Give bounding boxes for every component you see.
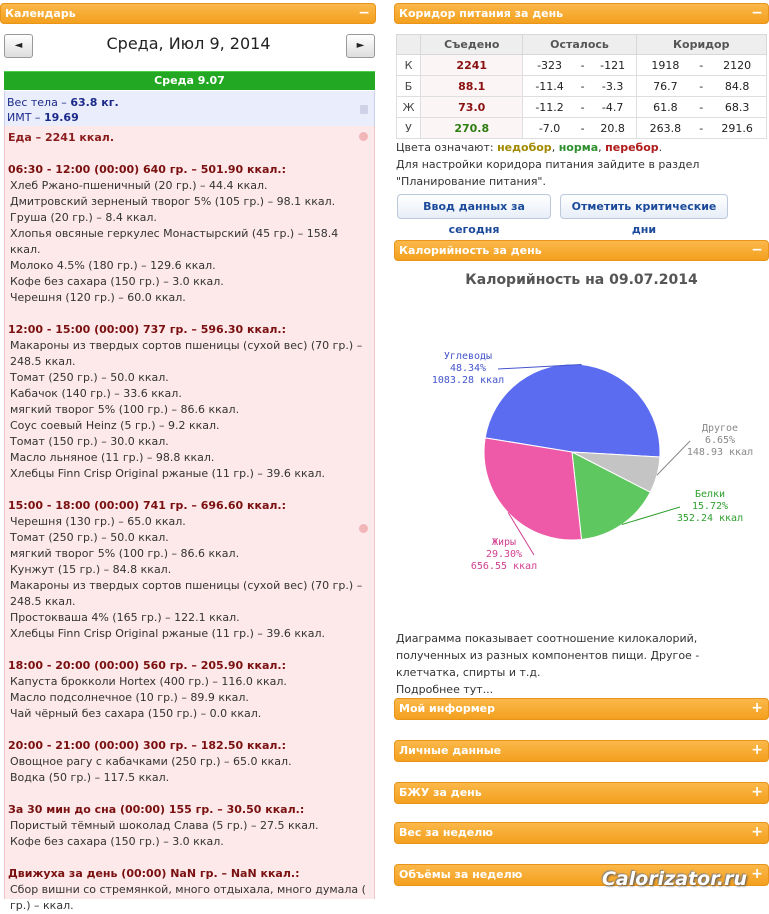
pie-slice-3[interactable] <box>484 438 582 540</box>
column-header: Осталось <box>523 35 636 55</box>
food-item[interactable]: Капуста брокколи Hortex (400 гр.) – 116.0 ккал. <box>10 675 287 688</box>
legend-prefix: Цвета означают: <box>396 141 498 154</box>
panel-title: БЖУ за день <box>399 786 482 799</box>
food-item[interactable]: Хлеб Ржано-пшеничный (20 гр.) – 44.4 ккал. <box>10 179 268 192</box>
food-diary <box>4 126 375 912</box>
pie-label-name: Белки <box>694 489 726 500</box>
table-cell-left-to: -121 <box>590 55 636 76</box>
corridor-panel-header[interactable] <box>394 3 769 24</box>
bmi-line <box>7 110 372 125</box>
table-cell-corr-to: 291.6 <box>708 118 766 139</box>
pie-label-name: Другое <box>701 423 739 434</box>
expand-toggle-icon[interactable]: + <box>751 866 763 882</box>
table-cell-label: К <box>397 55 421 76</box>
mark-critical-days-button[interactable]: Отметить критические дни <box>560 194 728 219</box>
food-item[interactable]: Хлебцы Finn Crisp Original ржаные (11 гр.) – 39.6 ккал. <box>10 467 325 480</box>
table-cell-label: Б <box>397 76 421 97</box>
corridor-table <box>396 34 767 139</box>
food-item[interactable]: Водка (50 гр.) – 117.5 ккал. <box>10 771 170 784</box>
meal-block <box>8 866 371 914</box>
color-legend <box>396 141 662 154</box>
legend-under: недобор <box>497 141 552 154</box>
current-date: Среда, Июл 9, 2014 <box>106 34 271 53</box>
table-cell-dash: - <box>694 97 708 118</box>
table-header-row <box>397 35 767 55</box>
legend-sep: , <box>551 141 559 154</box>
pie-label-percent: 29.30% <box>485 549 523 560</box>
meal-block <box>8 802 371 850</box>
food-item[interactable]: Макароны из твердых сортов пшеницы (сухой вес) (70 гр.) – 248.5 ккал. <box>10 579 363 608</box>
corridor-panel <box>394 3 769 24</box>
food-item[interactable]: Молоко 4.5% (180 гр.) – 129.6 ккал. <box>10 259 216 272</box>
enter-today-button[interactable]: Ввод данных за сегодня <box>397 194 551 219</box>
table-cell-dash: - <box>694 118 708 139</box>
food-item[interactable]: мягкий творог 5% (100 гр.) – 86.6 ккал. <box>10 547 240 560</box>
collapse-toggle-icon[interactable]: − <box>751 242 763 258</box>
pie-label-percent: 15.72% <box>691 501 729 512</box>
calendar-panel-header[interactable] <box>0 3 376 24</box>
weight-week-panel-header[interactable] <box>394 822 769 844</box>
collapse-toggle-icon[interactable]: − <box>358 5 370 21</box>
table-cell-eaten: 73.0 <box>421 97 523 118</box>
meal-block <box>8 162 371 306</box>
pie-label-kcal: 148.93 ккал <box>686 447 754 458</box>
right-column <box>394 0 769 899</box>
calories-panel <box>394 240 769 261</box>
chart-title: Калорийность на 09.07.2014 <box>465 272 698 288</box>
food-item[interactable]: Томат (250 гр.) – 50.0 ккал. <box>10 371 169 384</box>
food-item[interactable]: Хлебцы Finn Crisp Original ржаные (11 гр.) – 39.6 ккал. <box>10 627 325 640</box>
table-cell-left-from: -7.0 <box>523 118 576 139</box>
column-header: Коридор <box>636 35 766 55</box>
legend-norm: норма <box>558 141 599 154</box>
panel-title: Объёмы за неделю <box>399 868 523 881</box>
pie-leader-line <box>657 441 690 475</box>
day-label-bar[interactable]: Среда 9.07 <box>4 71 375 90</box>
prev-day-button[interactable]: ◄ <box>4 34 33 58</box>
table-cell-dash: - <box>576 118 590 139</box>
food-item[interactable]: Черешня (120 гр.) – 60.0 ккал. <box>10 291 186 304</box>
more-link[interactable]: Подробнее тут... <box>396 683 494 696</box>
table-cell-dash: - <box>694 76 708 97</box>
table-cell-left-to: -4.7 <box>590 97 636 118</box>
bmi-value: 19.69 <box>43 111 79 124</box>
expand-toggle-icon[interactable]: + <box>751 700 763 716</box>
food-item[interactable]: Чай чёрный без сахара (150 гр.) – 0.0 ккал. <box>10 707 262 720</box>
panel-title: Вес за неделю <box>399 826 493 839</box>
table-row <box>397 55 767 76</box>
table-cell-eaten: 2241 <box>421 55 523 76</box>
table-row <box>397 76 767 97</box>
table-cell-left-to: -3.3 <box>590 76 636 97</box>
food-item[interactable]: Соус соевый Heinz (5 гр.) – 9.2 ккал. <box>10 419 220 432</box>
collapse-toggle-icon[interactable]: − <box>751 5 763 21</box>
table-cell-corr-to: 2120 <box>708 55 766 76</box>
food-item[interactable]: Пористый тёмный шоколад Слава (5 гр.) – 27.5 ккал. <box>10 819 319 832</box>
food-item[interactable]: Овощное рагу с кабачками (250 гр.) – 65.0 ккал. <box>10 755 292 768</box>
food-item[interactable]: Кабачок (140 гр.) – 33.6 ккал. <box>10 387 182 400</box>
panel-title: Личные данные <box>399 744 502 757</box>
corridor-info-text: Для настройки коридора питания зайдите в раздел <box>396 158 700 171</box>
pie-label-percent: 48.34% <box>449 363 487 374</box>
weight-label: Вес тела – <box>7 96 71 109</box>
table-row <box>397 97 767 118</box>
table-cell-dash: - <box>576 97 590 118</box>
food-item[interactable]: Сбор вишни со стремянкой, много отдыхала, много думала ( гр.) – ккал. <box>10 883 366 912</box>
pie-label-name: Жиры <box>491 537 517 548</box>
column-header <box>397 35 421 55</box>
left-column <box>0 0 377 912</box>
food-item[interactable]: Масло льняное (11 гр.) – 98.8 ккал. <box>10 451 215 464</box>
food-item[interactable]: Кофе без сахара (150 гр.) – 3.0 ккал. <box>10 835 224 848</box>
legend-sep: , <box>598 141 606 154</box>
food-item[interactable]: Груша (20 гр.) – 8.4 ккал. <box>10 211 157 224</box>
food-item[interactable]: Хлопья овсяные геркулес Монастырский (45 гр.) – 158.4 ккал. <box>10 227 339 256</box>
food-item[interactable]: Макароны из твердых сортов пшеницы (сухой вес) (70 гр.) – 248.5 ккал. <box>10 339 363 368</box>
pie-label-kcal: 656.55 ккал <box>470 561 538 572</box>
meal-block <box>8 738 371 786</box>
food-item[interactable]: Масло подсолнечное (10 гр.) – 89.9 ккал. <box>10 691 249 704</box>
expand-toggle-icon[interactable]: + <box>751 784 763 800</box>
pie-label-name: Углеводы <box>443 351 493 362</box>
table-cell-corr-from: 76.7 <box>636 76 694 97</box>
panel-title: Мой информер <box>399 702 496 715</box>
legend-end: . <box>658 141 663 154</box>
food-item[interactable]: Томат (150 гр.) – 30.0 ккал. <box>10 435 169 448</box>
planning-link-text[interactable]: "Планирование питания". <box>396 175 546 188</box>
weight-week-panel <box>394 822 769 844</box>
edit-food-icon[interactable] <box>359 132 368 141</box>
table-body <box>397 55 767 139</box>
table-row <box>397 118 767 139</box>
my-informer-panel <box>394 698 769 720</box>
table-cell-left-from: -11.2 <box>523 97 576 118</box>
personal-data-panel <box>394 740 769 762</box>
table-cell-label: У <box>397 118 421 139</box>
body-params-box <box>4 91 375 126</box>
table-cell-eaten: 88.1 <box>421 76 523 97</box>
description-text: Диаграмма показывает соотношение килокалорий, полученных из разных компонентов пищи. Другое - клетчатка, спирты и т.д. <box>396 632 700 679</box>
bju-day-panel <box>394 782 769 804</box>
bmi-label: ИМТ – <box>7 111 44 124</box>
table-cell-eaten: 270.8 <box>421 118 523 139</box>
food-item[interactable]: Дмитровский зерненый творог 5% (105 гр.) – 98.1 ккал. <box>10 195 336 208</box>
calendar-title: Календарь <box>5 7 76 20</box>
table-cell-label: Ж <box>397 97 421 118</box>
meal-title[interactable]: 15:00 - 18:00 (00:00) 741 гр. – 696.60 ккал.: <box>8 499 286 512</box>
food-item[interactable]: Черешня (130 гр.) – 65.0 ккал. <box>10 515 186 528</box>
corridor-title: Коридор питания за день <box>399 7 564 20</box>
table-cell-corr-to: 84.8 <box>708 76 766 97</box>
bju-day-panel-header[interactable] <box>394 782 769 804</box>
meal-title[interactable]: 20:00 - 21:00 (00:00) 300 гр. – 182.50 ккал.: <box>8 739 286 752</box>
table-cell-corr-from: 61.8 <box>636 97 694 118</box>
table-cell-left-from: -11.4 <box>523 76 576 97</box>
my-informer-panel-header[interactable] <box>394 698 769 720</box>
food-item[interactable]: мягкий творог 5% (100 гр.) – 86.6 ккал. <box>10 403 240 416</box>
calories-title: Калорийность за день <box>399 244 542 257</box>
table-cell-corr-to: 68.3 <box>708 97 766 118</box>
edit-icon[interactable] <box>360 105 368 114</box>
table-cell-left-from: -323 <box>523 55 576 76</box>
food-item[interactable]: Простокваша 4% (165 гр.) – 122.1 ккал. <box>10 611 240 624</box>
meal-title[interactable]: Движуха за день (00:00) NaN гр. – NaN ккал.: <box>8 867 300 880</box>
food-item[interactable]: Кунжут (15 гр.) – 84.8 ккал. <box>10 563 172 576</box>
food-item[interactable]: Томат (250 гр.) – 50.0 ккал. <box>10 531 169 544</box>
table-cell-dash: - <box>694 55 708 76</box>
pie-label-kcal: 1083.28 ккал <box>431 375 505 386</box>
chart-description <box>396 630 764 698</box>
table-cell-left-to: 20.8 <box>590 118 636 139</box>
weight-value: 63.8 кг. <box>70 96 119 109</box>
watermark-logo: Calorizator.ru <box>601 868 747 890</box>
table-cell-corr-from: 263.8 <box>636 118 694 139</box>
meal-title[interactable]: 06:30 - 12:00 (00:00) 640 гр. – 501.90 ккал.: <box>8 163 286 176</box>
meal-block <box>8 658 371 722</box>
edit-meal-icon[interactable] <box>359 524 368 533</box>
pie-chart <box>396 263 767 629</box>
expand-toggle-icon[interactable]: + <box>751 824 763 840</box>
calories-panel-header[interactable] <box>394 240 769 261</box>
pie-label-percent: 6.65% <box>704 435 736 446</box>
table-cell-dash: - <box>576 76 590 97</box>
meal-list <box>8 162 371 914</box>
table-cell-corr-from: 1918 <box>636 55 694 76</box>
expand-toggle-icon[interactable]: + <box>751 742 763 758</box>
column-header: Съедено <box>421 35 523 55</box>
food-total: Еда – 2241 ккал. <box>8 131 115 144</box>
legend-over: перебор <box>605 141 659 154</box>
pie-label-kcal: 352.24 ккал <box>676 513 744 524</box>
meal-block <box>8 322 371 482</box>
calorie-chart <box>396 263 767 629</box>
meal-title[interactable]: 12:00 - 15:00 (00:00) 737 гр. – 596.30 ккал.: <box>8 323 286 336</box>
meal-title[interactable]: За 30 мин до сна (00:00) 155 гр. – 30.50 ккал.: <box>8 803 305 816</box>
meal-title[interactable]: 18:00 - 20:00 (00:00) 560 гр. – 205.90 ккал.: <box>8 659 286 672</box>
calendar-nav <box>0 28 377 68</box>
table-cell-dash: - <box>576 55 590 76</box>
food-item[interactable]: Кофе без сахара (150 гр.) – 3.0 ккал. <box>10 275 224 288</box>
weight-line <box>7 95 372 110</box>
next-day-button[interactable]: ► <box>346 34 375 58</box>
personal-data-panel-header[interactable] <box>394 740 769 762</box>
meal-block <box>8 498 371 642</box>
